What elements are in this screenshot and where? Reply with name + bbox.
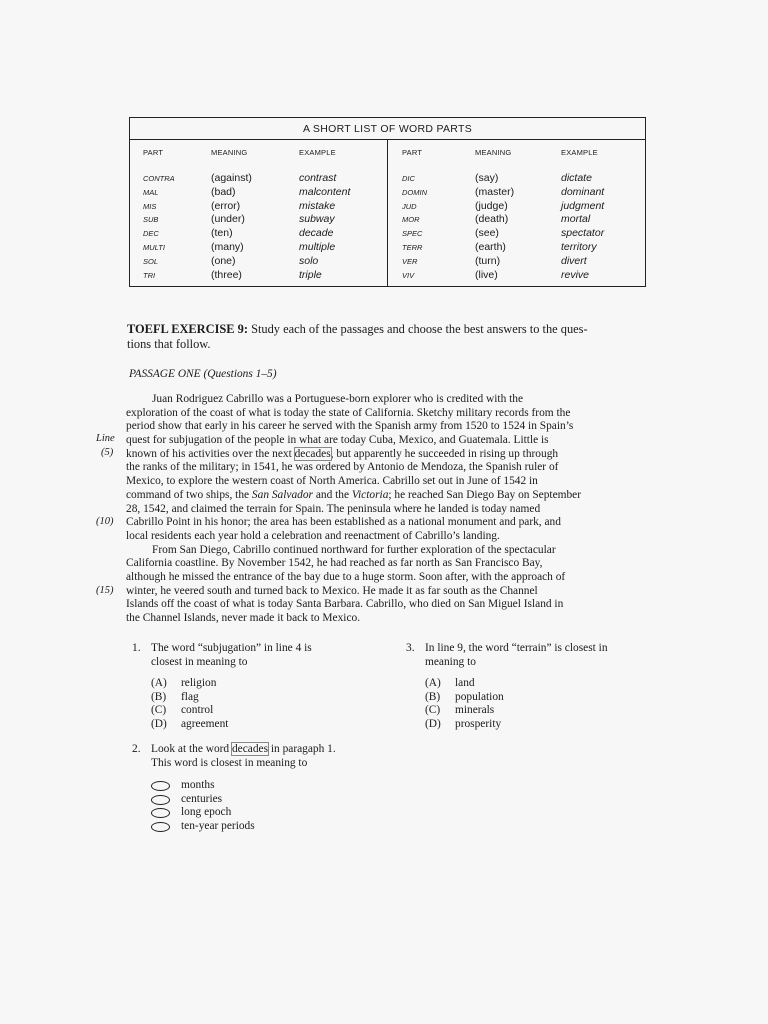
question-3 <box>406 642 656 742</box>
passage-line: the Channel Islands, never made it back to Mexico. <box>126 612 361 624</box>
passage-line: local residents each year hold a celebration and reenactment of Cabrillo’s landing. <box>126 529 500 542</box>
question-text <box>151 642 371 669</box>
table-row <box>389 172 647 186</box>
meaning-cell: (error) <box>211 199 241 212</box>
part-cell: MOR <box>402 215 420 225</box>
option-letter: (A) <box>425 677 441 689</box>
table-row <box>389 227 647 241</box>
meaning-cell: (master) <box>475 185 515 198</box>
example-cell: mistake <box>299 199 336 212</box>
meaning-cell: (against) <box>211 172 252 184</box>
example-cell: contrast <box>299 172 337 184</box>
part-cell: MULTI <box>143 242 165 252</box>
example-cell: triple <box>299 268 322 281</box>
option-text: agreement <box>181 717 229 730</box>
exercise-label: TOEFL EXERCISE 9: <box>127 322 248 336</box>
header-meaning: MEANING <box>211 148 248 157</box>
option-text: ten-year periods <box>181 819 255 832</box>
table-row <box>130 255 388 269</box>
passage-line: winter, he veered south and turned back to Mexico. He made it as far south as the Channel <box>126 584 538 597</box>
option-text: prosperity <box>455 717 502 730</box>
exercise-text-line2: tions that follow. <box>127 337 211 351</box>
question-text-line: This word is closest in meaning to <box>151 756 308 769</box>
part-cell: SUB <box>143 215 159 225</box>
ship-name: Victoria <box>351 488 389 501</box>
option-letter: (B) <box>425 690 441 703</box>
example-cell: dominant <box>561 185 605 198</box>
table-header <box>389 148 647 160</box>
option-letter: (A) <box>151 677 167 689</box>
question-2 <box>132 743 392 843</box>
option-text: flag <box>181 690 199 703</box>
question-text-line: meaning to <box>425 655 476 668</box>
table-row <box>130 213 388 227</box>
part-cell: DEC <box>143 229 159 239</box>
passage-line: the ranks of the military; in 1541, he was ordered by Antonio de Mendoza, the Spanish ruler of <box>126 461 559 474</box>
example-cell: dictate <box>561 172 592 184</box>
passage-line: quest for subjugation of the people in what are today Cuba, Mexico, and Guatemala. Little is <box>126 434 549 447</box>
option-text: land <box>455 677 475 689</box>
passage-text: command of two ships, the <box>126 488 252 501</box>
option-letter: (D) <box>425 717 441 730</box>
part-cell: DIC <box>402 174 415 183</box>
meaning-cell: (three) <box>211 268 242 281</box>
passage-body <box>126 393 656 626</box>
header-example: EXAMPLE <box>561 148 598 157</box>
meaning-cell: (see) <box>475 227 499 240</box>
table-left-half <box>130 140 388 287</box>
meaning-cell: (many) <box>211 240 244 253</box>
header-example: EXAMPLE <box>299 148 336 157</box>
meaning-cell: (earth) <box>475 240 506 253</box>
option-text: minerals <box>455 704 495 717</box>
question-number: 3. <box>406 642 415 654</box>
word-parts-table <box>129 117 646 287</box>
question-1 <box>132 642 382 742</box>
part-cell: SPEC <box>402 229 423 239</box>
radio-oval-icon[interactable] <box>151 822 170 832</box>
question-number: 1. <box>132 642 141 654</box>
part-cell: SOL <box>143 256 159 266</box>
example-cell: judgment <box>561 199 605 212</box>
table-right-half <box>389 140 647 287</box>
table-header <box>130 148 388 160</box>
part-cell: CONTRA <box>143 174 175 183</box>
header-part: PART <box>402 148 423 157</box>
table-row <box>130 172 388 186</box>
example-cell: divert <box>561 254 587 267</box>
highlighted-word-decades[interactable]: decades <box>231 743 269 755</box>
option-letter: (B) <box>151 690 167 703</box>
radio-oval-icon[interactable] <box>151 781 170 791</box>
example-cell: spectator <box>561 227 605 240</box>
passage-line: Mexico, to explore the western coast of North America. Cabrillo set out in June of 1542 in <box>126 475 538 488</box>
passage-text: ; he reached San Diego Bay on September <box>388 488 582 501</box>
example-cell: solo <box>299 254 319 267</box>
meaning-cell: (death) <box>475 213 509 226</box>
table-row <box>389 241 647 255</box>
table-row <box>130 269 388 283</box>
table-row <box>130 227 388 241</box>
part-cell: VER <box>402 256 418 266</box>
part-cell: MIS <box>143 201 157 211</box>
example-cell: territory <box>561 240 597 253</box>
passage-line: period show that early in his career he served with the Spanish army from 1520 to 1524 in Spain’s <box>126 420 574 433</box>
passage-title: PASSAGE ONE (Questions 1–5) <box>129 368 277 380</box>
meaning-cell: (say) <box>475 172 499 184</box>
line-marker: (5) <box>101 447 114 458</box>
passage-line: although he missed the entrance of the bay due to a huge storm. Soon after, with the approach of <box>126 570 566 583</box>
meaning-cell: (one) <box>211 254 236 267</box>
part-cell: VIV <box>402 270 415 280</box>
passage-line <box>126 489 656 503</box>
option-text: months <box>181 779 215 791</box>
table-row <box>130 200 388 214</box>
question-text-line <box>151 743 391 757</box>
option-letter: (D) <box>151 717 167 730</box>
example-cell: mortal <box>561 213 591 226</box>
question-number: 2. <box>132 743 141 755</box>
meaning-cell: (turn) <box>475 254 501 267</box>
option-text: religion <box>181 677 217 689</box>
line-marker: (15) <box>96 585 114 596</box>
line-marker: Line <box>96 433 115 444</box>
example-cell: subway <box>299 213 335 226</box>
option-text: control <box>181 704 214 717</box>
exercise-instructions <box>127 322 647 352</box>
question-text-part: in paragaph 1. <box>268 743 336 755</box>
option-text: centuries <box>181 792 223 805</box>
highlighted-word-decades[interactable]: decades <box>294 447 331 460</box>
part-cell: TERR <box>402 242 423 252</box>
example-cell: revive <box>561 268 590 281</box>
example-cell: multiple <box>299 240 336 253</box>
question-text-part: Look at the word <box>151 743 232 755</box>
option-letter: (C) <box>151 704 167 717</box>
question-text <box>425 642 655 669</box>
table-row <box>130 186 388 200</box>
radio-oval-icon[interactable] <box>151 795 170 805</box>
passage-line: Juan Rodriguez Cabrillo was a Portuguese-born explorer who is credited with the <box>152 393 524 405</box>
table-row <box>389 213 647 227</box>
passage-text: , but apparently he succeeded in rising up through <box>330 447 559 460</box>
passage-line: From San Diego, Cabrillo continued northward for further exploration of the spectacular <box>152 543 556 556</box>
table-title: A SHORT LIST OF WORD PARTS <box>130 118 645 140</box>
table-row <box>389 200 647 214</box>
table-row <box>389 269 647 283</box>
passage-line: Islands off the coast of what is today Santa Barbara. Cabrillo, who died on San Miguel Island in <box>126 598 564 611</box>
meaning-cell: (live) <box>475 268 498 281</box>
part-cell: TRI <box>143 270 156 280</box>
table-row <box>389 186 647 200</box>
passage-line <box>126 448 656 462</box>
passage-text: known of his activities over the next <box>126 447 295 460</box>
exercise-text-line1: Study each of the passages and choose the best answers to the ques- <box>247 322 588 336</box>
passage-line: exploration of the coast of what is today the state of California. Sketchy military records from the <box>126 406 571 419</box>
passage-line: Cabrillo Point in his honor; the area has been established as a national monument and park, and <box>126 516 561 529</box>
question-text-line: The word “subjugation” in line 4 is <box>151 642 312 654</box>
meaning-cell: (bad) <box>211 185 236 198</box>
option-letter: (C) <box>425 704 441 717</box>
table-row <box>130 241 388 255</box>
question-text-line: closest in meaning to <box>151 655 248 668</box>
option-text: long epoch <box>181 806 232 819</box>
table-rows <box>389 172 647 282</box>
part-cell: JUD <box>402 201 417 211</box>
header-part: PART <box>143 148 164 157</box>
table-rows <box>130 172 388 282</box>
radio-oval-icon[interactable] <box>151 808 170 818</box>
ship-name: San Salvador <box>251 488 313 501</box>
example-cell: malcontent <box>299 185 351 198</box>
option-text: population <box>455 690 504 703</box>
meaning-cell: (under) <box>211 213 245 226</box>
part-cell: MAL <box>143 187 159 197</box>
question-text <box>151 743 391 770</box>
header-meaning: MEANING <box>475 148 512 157</box>
meaning-cell: (judge) <box>475 199 508 212</box>
passage-text: and the <box>313 488 352 501</box>
passage-line: California coastline. By November 1542, he had reached as far north as San Francisco Bay, <box>126 557 543 570</box>
table-row <box>389 255 647 269</box>
question-text-line: In line 9, the word “terrain” is closest in <box>425 642 608 654</box>
part-cell: DOMIN <box>402 187 427 197</box>
passage-line: 28, 1542, and claimed the terrain for Spain. The peninsula where he landed is today named <box>126 502 541 515</box>
example-cell: decade <box>299 227 334 240</box>
line-marker: (10) <box>96 516 114 527</box>
meaning-cell: (ten) <box>211 227 233 240</box>
